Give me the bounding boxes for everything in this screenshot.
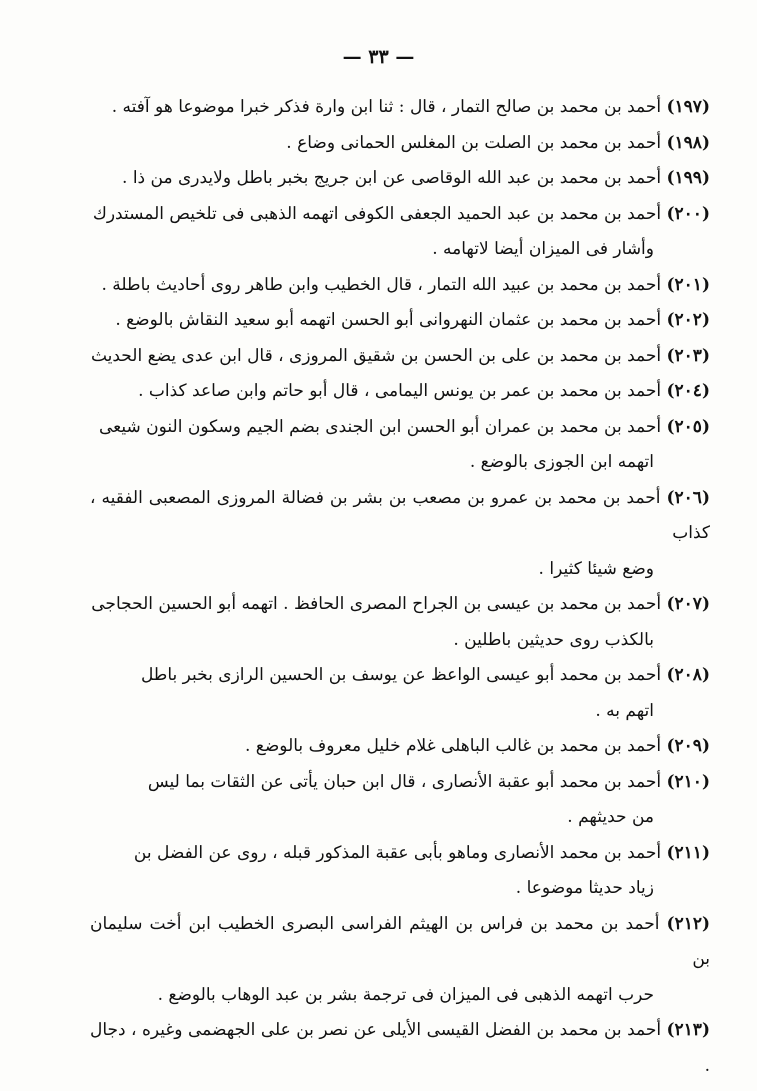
entry-text: أحمد بن محمد بن عبد الله الوقاصى عن ابن جريج بخبر باطل ولايدرى من ذا .: [122, 168, 662, 188]
entry-item: [90, 374, 710, 410]
entry-number: (٢٠٥): [666, 416, 710, 437]
entry-number: (٢٠٤): [666, 381, 710, 401]
entry-text: أحمد بن محمد بن صالح التمار ، قال : ثنا ابن وارة فذكر خبرا موضوعا هو آفته .: [111, 97, 662, 117]
entry-item: [90, 161, 710, 197]
entry-number: (١٩٧): [666, 97, 710, 117]
entry-item: [90, 126, 710, 162]
entry-item: [90, 197, 710, 268]
entry-number: (٢٠٦): [666, 487, 710, 508]
entry-continuation: اتهم به .: [595, 700, 654, 721]
entry-item: [90, 339, 710, 375]
entry-item: [90, 658, 710, 729]
entry-text: أحمد بن محمد بن عمرو بن مصعب بن بشر بن فضالة المروزى المصعبى الفقيه ، كذاب: [90, 487, 710, 543]
entry-continuation: وأشار فى الميزان أيضا لاتهامه .: [432, 239, 654, 259]
entry-number: (٢١٠): [666, 771, 710, 792]
entry-continuation: اتهمه ابن الجوزى بالوضع .: [469, 452, 654, 472]
entry-text: أحمد بن محمد الأنصارى وماهو بأبى عقبة المذكور قبله ، روى عن الفضل بن: [133, 842, 662, 863]
entry-text: أحمد بن محمد أبو عقبة الأنصارى ، قال ابن حبان يأتى عن الثقات بما ليس: [147, 771, 662, 792]
entry-item: [90, 303, 710, 339]
entry-text: أحمد بن محمد بن فراس بن الهيثم الفراسى البصرى الخطيب ابن أخت سليمان بن: [90, 913, 710, 969]
entry-number: (٢١٢): [666, 913, 711, 934]
entry-text: أحمد بن محمد بن عثمان النهروانى أبو الحسن اتهمه أبو سعيد النقاش بالوضع .: [115, 310, 662, 330]
entry-item: [90, 410, 710, 481]
entry-item: [90, 268, 710, 304]
entry-item: [90, 907, 710, 1014]
entry-item: [90, 765, 710, 836]
entry-number: (١٩٨): [666, 132, 710, 153]
entry-text: أحمد بن محمد بن الفضل القيسى الأيلى عن نصر بن على الجهضمى وغيره ، دجال .: [90, 1020, 710, 1076]
entry-number: (٢٠٢): [666, 310, 710, 330]
entry-text: أحمد بن محمد بن الصلت بن المغلس الحمانى وضاع .: [286, 132, 662, 153]
entry-text: أحمد بن محمد بن غالب الباهلى غلام خليل معروف بالوضع .: [245, 736, 662, 756]
entry-number: (٢١٣): [666, 1020, 710, 1040]
entry-item: [90, 481, 710, 588]
entry-continuation: وضع شيئا كثيرا .: [538, 558, 654, 579]
entry-text: أحمد بن محمد بن عمر بن يونس اليمامى ، قال أبو حاتم وابن صاعد كذاب .: [138, 381, 662, 401]
entry-number: (٢٠٩): [666, 736, 710, 756]
entry-continuation: بالكذب روى حديثين باطلين .: [453, 629, 654, 650]
entry-text: أحمد بن محمد بن عيسى بن الجراح المصرى الحافظ . اتهمه أبو الحسين الحجاجى: [91, 594, 662, 614]
entry-text: أحمد بن محمد أبو عيسى الواعظ عن يوسف بن الحسين الرازى بخبر باطل: [140, 665, 662, 685]
entry-number: (٢٠٧): [666, 594, 710, 614]
entry-item: [90, 836, 710, 907]
entry-number: (٢٠٠): [666, 203, 710, 224]
entry-item: [90, 587, 710, 658]
entry-continuation: من حديثهم .: [567, 807, 654, 827]
entry-number: (٢٠٨): [666, 665, 710, 685]
entry-number: (١٩٩): [666, 168, 710, 188]
entry-number: (٢٠١): [666, 274, 710, 295]
entry-item: [90, 1013, 710, 1084]
entry-number: (٢٠٣): [666, 345, 710, 366]
entry-list: [90, 90, 710, 1084]
entry-text: أحمد بن محمد بن عبد الحميد الجعفى الكوفى اتهمه الذهبى فى تلخيص المستدرك: [92, 203, 662, 224]
entry-text: أحمد بن محمد بن عبيد الله التمار ، قال الخطيب وابن طاهر روى أحاديث باطلة .: [101, 274, 662, 295]
entry-continuation: حرب اتهمه الذهبى فى الميزان فى ترجمة بشر بن عبد الوهاب بالوضع .: [157, 984, 654, 1005]
entry-number: (٢١١): [666, 842, 710, 863]
entry-item: [90, 90, 710, 126]
entry-text: أحمد بن محمد بن على بن الحسن بن شقيق المروزى ، قال ابن عدى يضع الحديث: [90, 345, 662, 366]
entry-continuation: زياد حديثا موضوعا .: [515, 878, 654, 898]
page-number: — ٣٣ —: [342, 46, 415, 68]
entry-text: أحمد بن محمد بن عمران أبو الحسن ابن الجندى بضم الجيم وسكون النون شيعى: [99, 416, 662, 437]
entry-item: [90, 729, 710, 765]
